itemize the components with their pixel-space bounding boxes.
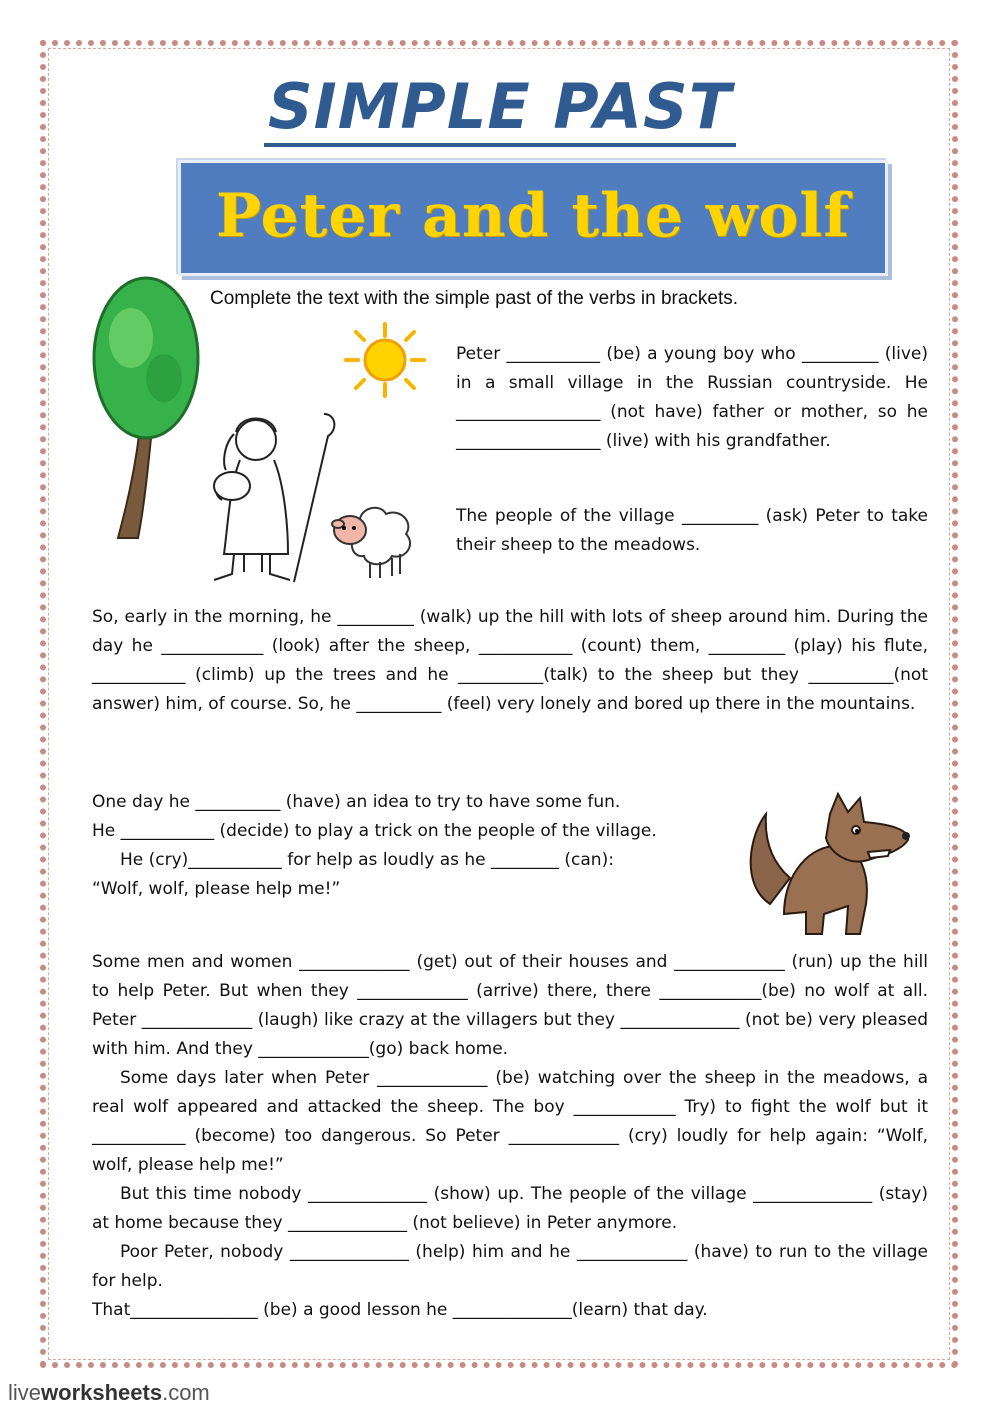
tree-illustration [86,268,206,548]
wolf-illustration [740,794,912,940]
ending-part-c: But this time nobody ______________ (show) up. The people of the village ______________ (stay) at home because they ______________ (not believe) in Peter anymore. [92,1184,928,1233]
trick-line-4: “Wolf, wolf, please help me!” [92,879,341,899]
trick-line-1: One day he __________ (have) an idea to try to have some fun. [92,792,621,812]
ending-part-d: Poor Peter, nobody ______________ (help) him and he _____________ (have) to run to the village for help. [92,1242,928,1291]
sheep-illustration [330,496,416,582]
story-title: Peter and the wolf [215,181,851,251]
ending-part-a: Some men and women _____________ (get) out of their houses and _____________ (run) up the hill to help Peter. But when they _____________ (arrive) there, there ____________(be) no wolf at all. Peter _____________ (laugh) like crazy at the villagers but they ______________ (not be) very pleased with him. And they _____________(go) back home. [92,952,928,1059]
paragraph-trick [92,788,686,904]
paragraph-ending [92,948,928,1325]
footer-prefix: live [8,1380,42,1405]
ending-part-e: That_______________ (be) a good lesson he ______________(learn) that day. [92,1300,708,1320]
paragraph-morning: So, early in the morning, he _________ (walk) up the hill with lots of sheep around him. During the day he ____________ (look) after the sheep, ___________ (count) them, _________ (play) his flute, ___________ (climb) up the trees and he __________(talk) to the sheep but they __________(not answer) him, of course. So, he __________ (feel) very lonely and bored up there in the mountains. [92,607,928,714]
footer-suffix: .com [162,1380,210,1405]
site-footer-logo[interactable] [8,1380,210,1406]
trick-line-3: He (cry)___________ for help as loudly as he ________ (can): [120,850,614,870]
paragraph-intro: Peter ___________ (be) a young boy who _________ (live) in a small village in the Russian countryside. He _________________ (not have) father or mother, so he _________________ (live) with his grandfather. [456,344,928,451]
sun-icon [342,320,428,400]
ending-part-b: Some days later when Peter _____________ (be) watching over the sheep in the meadows, a real wolf appeared and attacked the sheep. The boy ____________ Try) to fight the wolf but it ___________ (become) too dangerous. So Peter _____________ (cry) loudly for help again: “Wolf, wolf, please help me!” [92,1068,928,1175]
footer-brand: worksheets [41,1380,163,1405]
trick-line-2: He ___________ (decide) to play a trick on the people of the village. [92,821,657,841]
story-title-banner [178,160,888,276]
page-title: SIMPLE PAST [0,70,1000,143]
paragraph-village: The people of the village _________ (ask) Peter to take their sheep to the meadows. [456,506,928,555]
shepherd-boy-illustration [204,404,344,586]
instruction-text: Complete the text with the simple past of the verbs in brackets. [210,288,739,309]
